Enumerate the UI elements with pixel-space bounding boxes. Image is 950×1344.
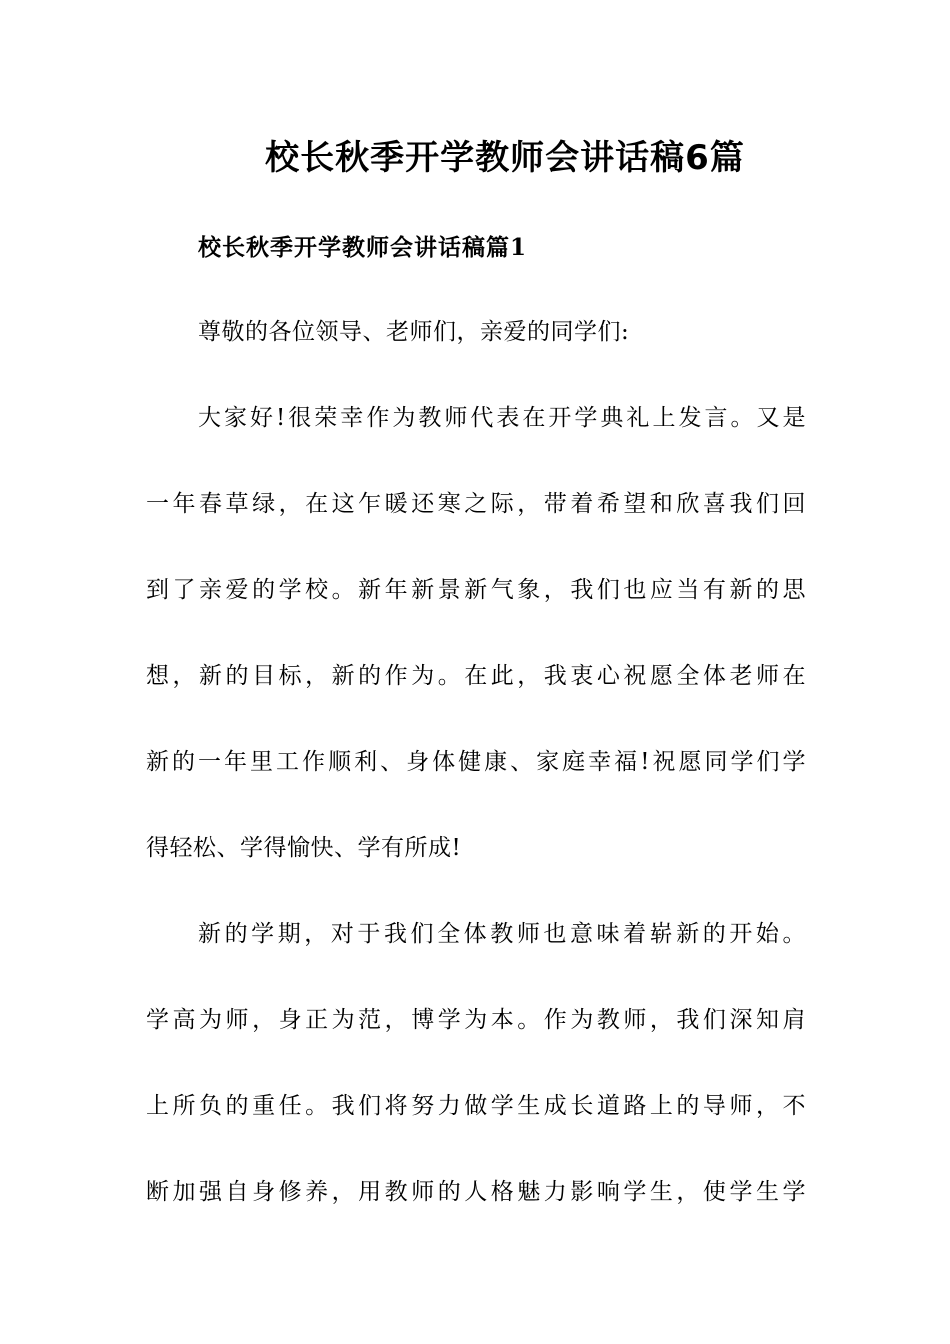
paragraph-line: 大家好!很荣幸作为教师代表在开学典礼上发言。又是 bbox=[198, 405, 806, 431]
paragraph-line: 一年春草绿，在这乍暖还寒之际，带着希望和欣喜我们回 bbox=[146, 491, 806, 517]
salutation-line: 尊敬的各位领导、老师们，亲爱的同学们: bbox=[198, 319, 630, 345]
paragraph-line: 断加强自身修养，用教师的人格魅力影响学生，使学生学 bbox=[146, 1179, 806, 1205]
paragraph-line: 学高为师，身正为范，博学为本。作为教师，我们深知肩 bbox=[146, 1007, 806, 1033]
paragraph-line: 到了亲爱的学校。新年新景新气象，我们也应当有新的思 bbox=[146, 577, 806, 603]
paragraph-line: 新的学期，对于我们全体教师也意味着崭新的开始。 bbox=[198, 921, 806, 947]
section-heading: 校长秋季开学教师会讲话稿篇1 bbox=[198, 234, 528, 261]
paragraph-line: 得轻松、学得愉快、学有所成! bbox=[146, 835, 462, 861]
paragraph-line: 想，新的目标，新的作为。在此，我衷心祝愿全体老师在 bbox=[146, 663, 806, 689]
paragraph-line: 新的一年里工作顺利、身体健康、家庭幸福!祝愿同学们学 bbox=[146, 749, 806, 775]
document-title: 校长秋季开学教师会讲话稿6篇 bbox=[265, 138, 745, 178]
paragraph-line: 上所负的重任。我们将努力做学生成长道路上的导师，不 bbox=[146, 1093, 806, 1119]
